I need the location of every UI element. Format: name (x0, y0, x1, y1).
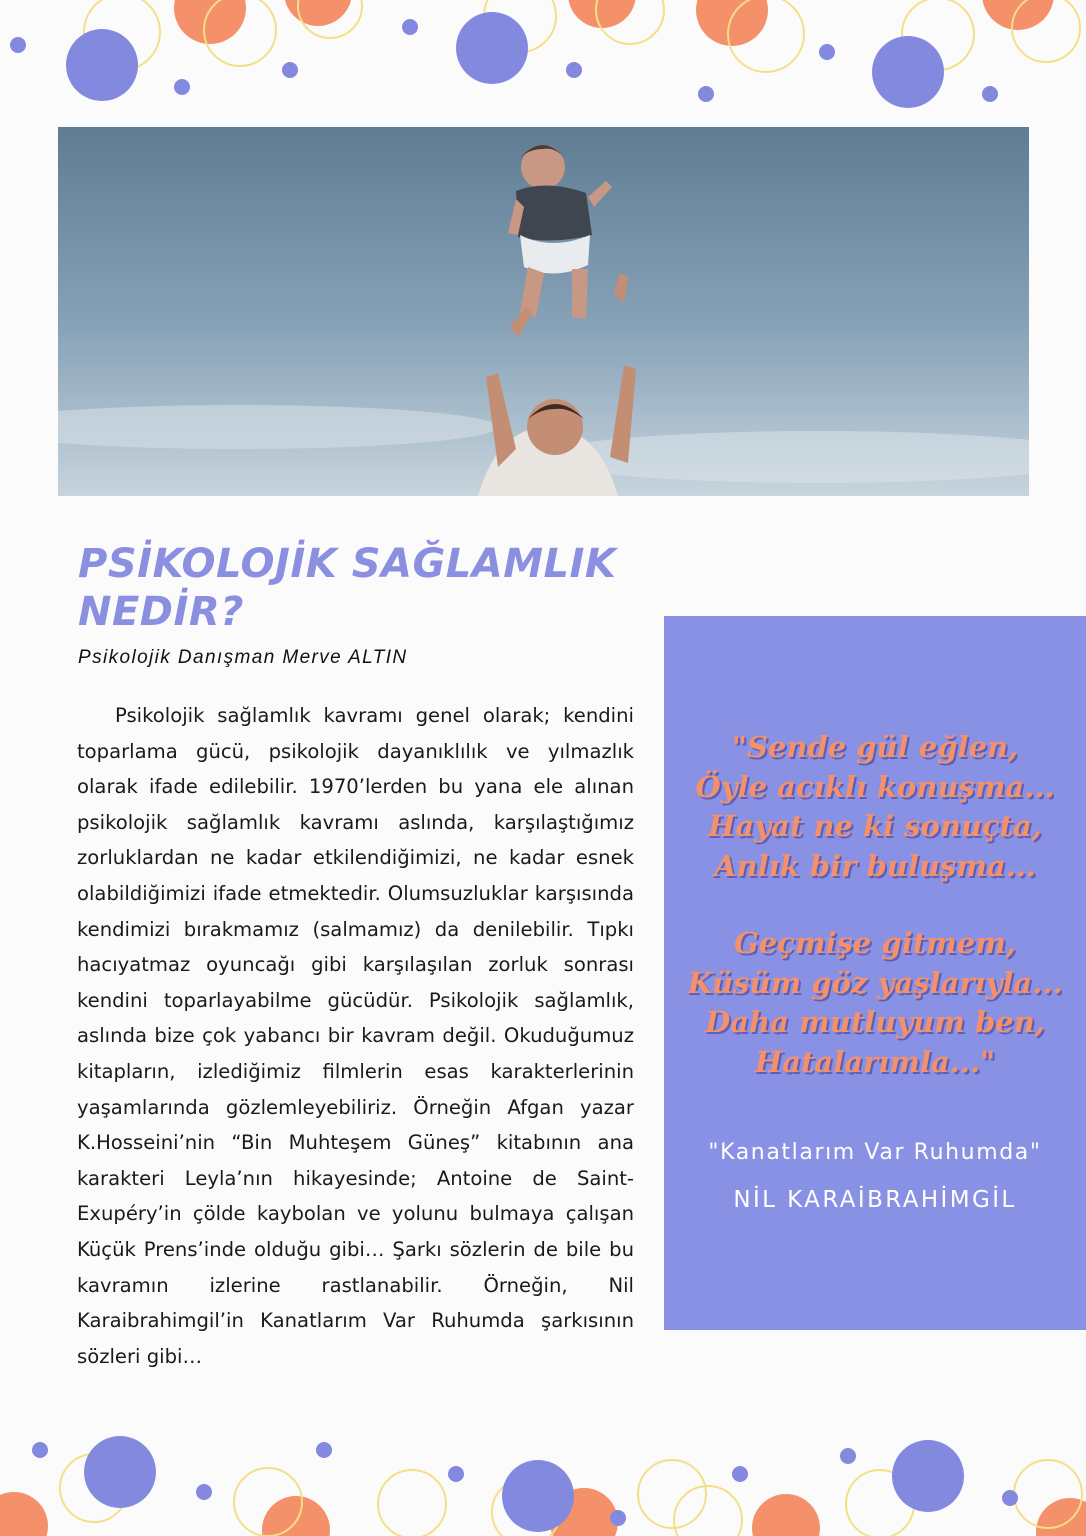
lyric-line: Daha mutluyum ben, (705, 1005, 1045, 1039)
lyric-line: Geçmişe gitmem, (733, 926, 1017, 960)
song-title: "Kanatlarım Var Ruhumda" (708, 1140, 1042, 1165)
lyric-line: "Sende gül eğlen, (731, 730, 1019, 764)
lyrics-stanza-2 (664, 924, 1086, 1082)
top-decoration (0, 0, 1086, 120)
hero-photo (58, 127, 1029, 496)
article-author: Psikolojik Danışman Merve ALTIN (78, 647, 408, 668)
article-body: Psikolojik sağlamlık kavramı genel olarak; kendini toparlama gücü, psikolojik dayanıklılık ve yılmazlık olarak ifade edilebilir. 1970’lerden bu yana ele alınan psikolojik sağlamlık kavramı aslında, karşılaştığımız zorluklardan ne kadar etkilendiğimizi, ne kadar esnek olabildiğimizi ifade etmektedir. Olumsuzluklar karşısında kendimizi bırakmamız (salmamız) da denilebilir. Tıpkı hacıyatmaz oyuncağı gibi karşılaşılan zorluk sonrası kendini toparlayabilme gücüdür. Psikolojik sağlamlık, aslında bize çok yabancı bir kavram değil. Okuduğumuz kitapların, izlediğimiz filmlerin esas karakterlerinin yaşamlarında gözlemleyebiliriz. Örneğin Afgan yazar K.Hosseini’nin “Bin Muhteşem Güneş” kitabının ana karakteri Leyla’nın hikayesinde; Antoine de Saint-Exupéry’in çölde kaybolan ve yolunu bulmaya çalışan Küçük Prens’inde olduğu gibi… Şarkı sözlerin de bile bu kavramın izlerine rastlanabilir. Örneğin, Nil Karaibrahimgil’in Kanatlarım Var Ruhumda şarkısının sözleri gibi… (77, 704, 634, 1368)
bottom-decoration (0, 1420, 1086, 1536)
lyrics-quote-box (664, 616, 1086, 1330)
artist-name: NİL KARAİBRAHİMGİL (733, 1187, 1017, 1213)
lyric-line: Hayat ne ki sonuçta, (708, 809, 1042, 843)
article-title: PSİKOLOJİK SAĞLAMLIK NEDİR? (78, 541, 617, 635)
lyric-line: Öyle acıklı konuşma... (695, 769, 1055, 804)
lyric-line: Küsüm göz yaşlarıyla... (687, 965, 1063, 1000)
lyrics-stanza-1 (664, 728, 1086, 886)
song-lyrics (664, 728, 1086, 1082)
father-throwing-baby-photo (58, 127, 1029, 496)
lyric-line: Hatalarımla..." (754, 1044, 996, 1079)
lyric-line: Anlık bir buluşma... (713, 848, 1037, 883)
